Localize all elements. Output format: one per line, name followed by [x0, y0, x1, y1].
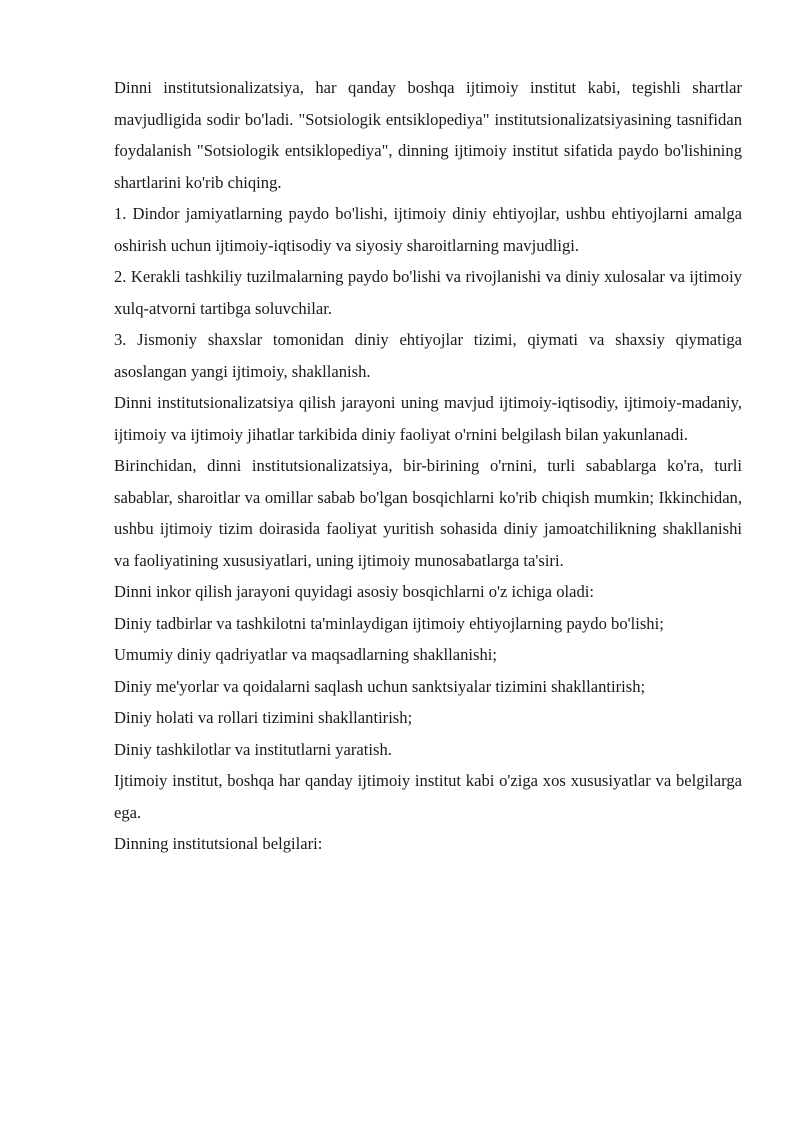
paragraph-intro: Dinni institutsionalizatsiya, har qanday boshqa ijtimoiy institut kabi, tegishli shartlar mavjudligida sodir bo'ladi. "Sotsiologik entsiklopediya" institutsionalizatsiyasining tasnifidan foydalanish "Sotsiologik entsiklopediya", dinning ijtimoiy institut sifatida paydo bo'lishining shartlarini ko'rib chiqing.: [114, 78, 742, 192]
document-page: [114, 72, 742, 860]
paragraph-denial-intro: Dinni inkor qilish jarayoni quyidagi asosiy bosqichlarni o'z ichiga oladi:: [114, 582, 594, 601]
paragraph-signs-heading: Dinning institutsional belgilari:: [114, 834, 323, 853]
paragraph-condition-2: 2. Kerakli tashkiliy tuzilmalarning paydo bo'lishi va rivojlanishi va diniy xulosalar va ijtimoiy xulq-atvorni tartibga soluvchilar.: [114, 267, 742, 318]
paragraph-institution: Ijtimoiy institut, boshqa har qanday ijtimoiy institut kabi o'ziga xos xususiyatlar va belgilarga ega.: [114, 771, 742, 822]
list-item-values: Umumiy diniy qadriyatlar va maqsadlarning shakllanishi;: [114, 645, 497, 664]
paragraph-condition-1: 1. Dindor jamiyatlarning paydo bo'lishi, ijtimoiy diniy ehtiyojlar, ushbu ehtiyojlarni amalga oshirish uchun ijtimoiy-iqtisodiy va siyosiy sharoitlarning mavjudligi.: [114, 204, 742, 255]
list-item-needs: Diniy tadbirlar va tashkilotni ta'minlaydigan ijtimoiy ehtiyojlarning paydo bo'lishi;: [114, 613, 664, 633]
list-item-sanctions: Diniy me'yorlar va qoidalarni saqlash uchun sanktsiyalar tizimini shakllantirish;: [114, 676, 646, 696]
list-item-roles: Diniy holati va rollari tizimini shakllantirish;: [114, 708, 413, 727]
paragraph-stages: Birinchidan, dinni institutsionalizatsiya, bir-birining o'rnini, turli sabablarga ko'ra, turli sabablar, sharoitlar va omillar sabab bo'lgan bosqichlarni ko'rib chiqish mumkin; Ikkinchidan, ushbu ijtimoiy tizim doirasida faoliyat yuritish sohasida diniy jamoatchilikning shakllanishi va faoliyatining xususiyatlari, uning ijtimoiy munosabatlarga ta'siri.: [114, 456, 742, 570]
paragraph-process: Dinni institutsionalizatsiya qilish jarayoni uning mavjud ijtimoiy-iqtisodiy, ijtimoiy-madaniy, ijtimoiy va ijtimoiy jihatlar tarkibida diniy faoliyat o'rnini belgilash bilan yakunlanadi.: [114, 393, 742, 444]
list-item-organizations: Diniy tashkilotlar va institutlarni yaratish.: [114, 739, 392, 759]
paragraph-condition-3: 3. Jismoniy shaxslar tomonidan diniy ehtiyojlar tizimi, qiymati va shaxsiy qiymatiga asoslangan yangi ijtimoiy, shakllanish.: [114, 330, 742, 381]
